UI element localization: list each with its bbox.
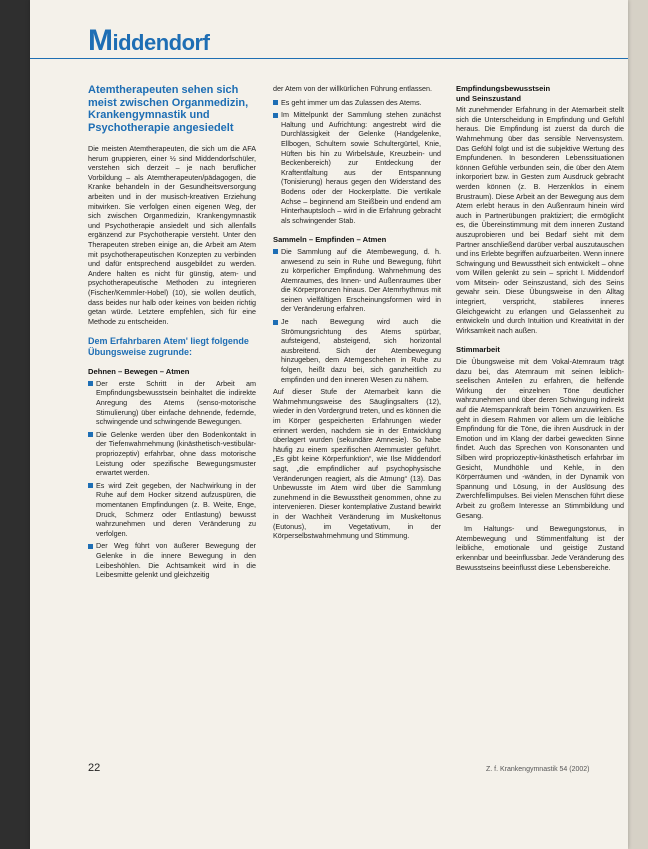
list-item-text: Es wird Zeit gegeben, der Nachwirkung in der Ruhe auf dem Hocker sitzend aufzuspüren, die momentanen Empfindungen (z. B. Weite, Enge, Druck, Schmerz oder Entlastung) bewusst wahrzunehmen und deren Veränderung zu verfolgen. [96,480,256,538]
subsection-heading-cont: und Seinszustand [456,93,521,103]
brand-title [88,24,209,58]
list-item [273,98,441,108]
column-1 [88,84,256,583]
list-item-text: Der erste Schritt in der Arbeit am Empfindungsbewusstsein beinhaltet die indirekte Anregung des Atems (senso-motorische Stimulierung) über einfache dehnende, federnde, schwingende und schwingende Bewegungen. [96,378,256,427]
bullet-square-icon [273,100,278,105]
continued-text: der Atem von der willkürlichen Führung entlassen. [273,84,433,93]
list-item-text: Je nach Bewegung wird auch die Strömungsrichtung des Atems spürbar, aufsteigend, absteigend, sich horizontal ausbreitend. Sich der Atembewegung hinzugeben, dem Atemgeschehen in Ruhe zu folgen, heißt dazu bei, sich ganzheitlich zu empfinden und den inneren Wesen zu nähern. [281,317,441,384]
bullet-list [273,98,441,226]
subsection-heading: Empfindungsbewusstsein [456,84,551,93]
column-3 [456,84,624,576]
bullet-square-icon [273,249,278,254]
subsection-heading: Dehnen – Bewegen – Atmen [88,367,190,377]
list-item-text: Im Mittelpunkt der Sammlung stehen zunächst Haltung und Aufrichtung: angestrebt wird die Durchlässigkeit der Gelenke (Handgelenke, Ellbogen, Schultern sowie Schultergürtel, Knie, Hüften bis hin zu Wirbelsäule, Kreuzbein- und Beckenbereich) zur Entdeckung der Kraftentfaltung aus der Entspannung (Tonisierung) heraus gegen den Widerstand des Bodens oder der Hockerplatte. Die vertikale Achse – beginnend am Steißbein und endend am Hinterhauptsloch – wird in die Erfahrung gebracht als schwingender Stab. [281,110,441,225]
subsection-heading: Stimmarbeit [456,345,500,355]
list-item-text: Der Weg führt von äußerer Bewegung der Gelenke in die innere Bewegung in den Leibeshöhlen. Die Achtsamkeit wird in die Leibesmitte gelenkt und gleichzeitig [96,541,256,580]
subsection-heading: Sammeln – Empfinden – Atmen [273,235,387,245]
page-number: 22 [88,762,101,774]
bullet-square-icon [88,544,93,549]
bullet-square-icon [273,113,278,118]
list-item [88,541,256,579]
page-edge [0,0,30,849]
list-item-text: Die Gelenke werden über den Bodenkontakt in der Tiefenwahrnehmung (kinästhetisch-vestibulär-propriozeptiv) erfahrbar, ohne dass motorische Leistung oder spezifische Bewegungsmuster erwartet werden. [96,429,256,478]
body-paragraph: Mit zunehmender Erfahrung in der Atemarbeit stellt sich die Unterscheidung in Empfindung und Gefühl heraus. Die Empfindung ist zuerst da durch die Wahrnehmung über das sensible Nervensystem. Das Gefühl folgt und ist die subjektive Wertung des Empfundenen. In besonderen Lebenssituationen können Gefühle verbunden sein, die über den Atem inkorporiert bzw. in Gesten zum Ausdruck gebracht werden können (z. B. Herzenklos in einem Brustraum). Diese Arbeit an der Bewegung aus dem Atem erlebt heraus in den Außenraum hinein wird auch in Partnerübungen praktiziert; die ermöglicht es, die Übereinstimmung mit dem inneren Zustand auszuprobieren und bei Bedarf sieht mit dem Partner anschließend darüber verbal auszutauschen und ins Erlebte begriffen aufzuarbeiten. Wenn innere Schwingung und Bewusstheit sich entwickelt – ohne vom Willen gelenkt zu sein – spricht I. Middendorf vom Mitsein- oder Seinszustand, sich des Seins gewahr sein. Diese Übungsweise in den Alltag integriert, verspricht, stabileres inneres Gleichgewicht zu erlangen und Gelassenheit zu entwickeln und durch Intuition und Kreativität in der Wirksamkeit nach außen. [456,105,624,335]
body-paragraph: Auf dieser Stufe der Atemarbeit kann die Wahrnehmungsweise des Säuglingsalters (12), wieder in den Vordergrund treten, und es können die im Körper gespeicherten Erfahrungen wieder erinnert werden, nachdem sie in der Entwicklung überlagert wurden (sekundäre Amnesie). So habe häufig zu einem spezifischen Atemmuster geführt. „Es gibt keine Körperfunktion“, wie Ilse Middendorf sagt, „die empfindlicher auf psychophysische Veränderungen reagiert, als die Atmung“ (13). Das Unbewusste im Atem wird über die Sammlung zunehmend in die Bewusstheit genommen, ohne zu intervenieren. Dieser kontemplative Zustand bewirkt in der Wachheit Veränderung im Muskeltonus (Eutonus), im Vegetativum, in der Körperselbstwahrnehmung und Stimmung. [273,387,441,541]
list-item [88,481,256,539]
bullet-square-icon [88,432,93,437]
list-item [273,110,441,225]
brand-initial: M [88,24,113,57]
list-item [88,379,256,427]
article-heading: Atemtherapeuten sehen sich meist zwischen Organmedizin, Krankengymnastik und Psychotherapie angesiedelt [88,84,249,134]
list-item-text: Die Sammlung auf die Atembewegung, d. h. anwesend zu sein in Ruhe und Bewegung, führt zu körperlicher Empfindung. Wahrnehmung des Atemraumes, des Innen- und Außenraumes über die Körperpronzen hinaus. Der Atemrhythmus mit seinen vielfältigen Erscheinungsformen wird in der Veränderung erfahren. [281,246,441,314]
section-heading: Dem Erfahrbaren Atem' liegt folgende Übungsweise zugrunde: [88,336,249,357]
bullet-square-icon [88,381,93,386]
list-item [273,247,441,314]
list-item [273,317,441,384]
list-item [88,430,256,478]
bullet-square-icon [88,483,93,488]
column-2 [273,84,441,545]
intro-paragraph: Die meisten Atemtherapeuten, die sich um die AFA herum gruppieren, einer ½ sind Middendorfschüler, verstehen sich derzeit – je nach beruflicher Vorbildung – als Atemtherapeuten/pädagogen, die Kranke behandeln in der Gesundheitsversorgung arbeiten und in der musisch-kreativen Erziehung mitwirken. Sie verfolgen einen eigenen Weg, der sich zwischen Organmedizin, Krankengymnastik und Psychotherapie ansiedelt und sich allenfalls ergänzend zur Psychotherapie versteht. Unter den Therapeuten streben einige an, die Arbeit am Atem mit psychotherapeutischen Konzepten zu verbinden und dafür entsprechend ausgebildet zu werden. Andere halten es nicht für günstig, atem- und psychotherapeutische Methoden zu integrieren (Fischer/Kemmler-Hobel) (10), sie wollen deutlich, dass beides nur halb oder keines von beiden richtig getan würde. Letztere empfehlen, sich für eine Methode zu entscheiden. [88,144,256,326]
page-header [30,18,628,59]
list-item-text: Es geht immer um das Zulassen des Atems. [281,97,422,107]
document-page [30,0,628,849]
bullet-list [273,247,441,384]
body-paragraph: Im Haltungs- und Bewegungstonus, in Atembewegung und Stimmentfaltung ist der leibliche, emotionale und geistige Zustand erkennbar und beeinflussbar. Jede Veränderung des Bewusstseins beeinflusst diese Lebensbereiche. [456,524,624,572]
bullet-square-icon [273,320,278,325]
bullet-list [88,379,256,580]
body-paragraph: Die Übungsweise mit dem Vokal-Atemraum trägt dazu bei, das Atemraum mit seinen leiblich-seelischen Anteilen zu erfahren, die helfende Wirkung der einzelnen Töne deutlicher wahrzunehmen und über deren Schwingung indirekt auf die Atemspannkraft beim Tönen anzuwirken. Es geht in diesem Rahmen vor allem um die leibliche Empfindung für die Töne, die ihren Ausdruck in der Emotion und im Klang der darbei geweckten Sinne findet. Auch das Sprechen von Konsonanten und Silben wird propriozeptiv-kinästhetisch erfahrbar im Gesicht, Mundhöhle und Kehle, in den Körperräumen und -wänden, in der Dynamik von Spannung und Lösung, in der Auslösung des Zwerchfellimpulses. Bei vielen Menschen führt diese Arbeit zu großem Interesse an Stimmbildung und Gesang. [456,357,624,520]
journal-reference: Z. f. Krankengymnastik 54 (2002) [486,766,590,773]
brand-rest: iddendorf [112,30,210,55]
